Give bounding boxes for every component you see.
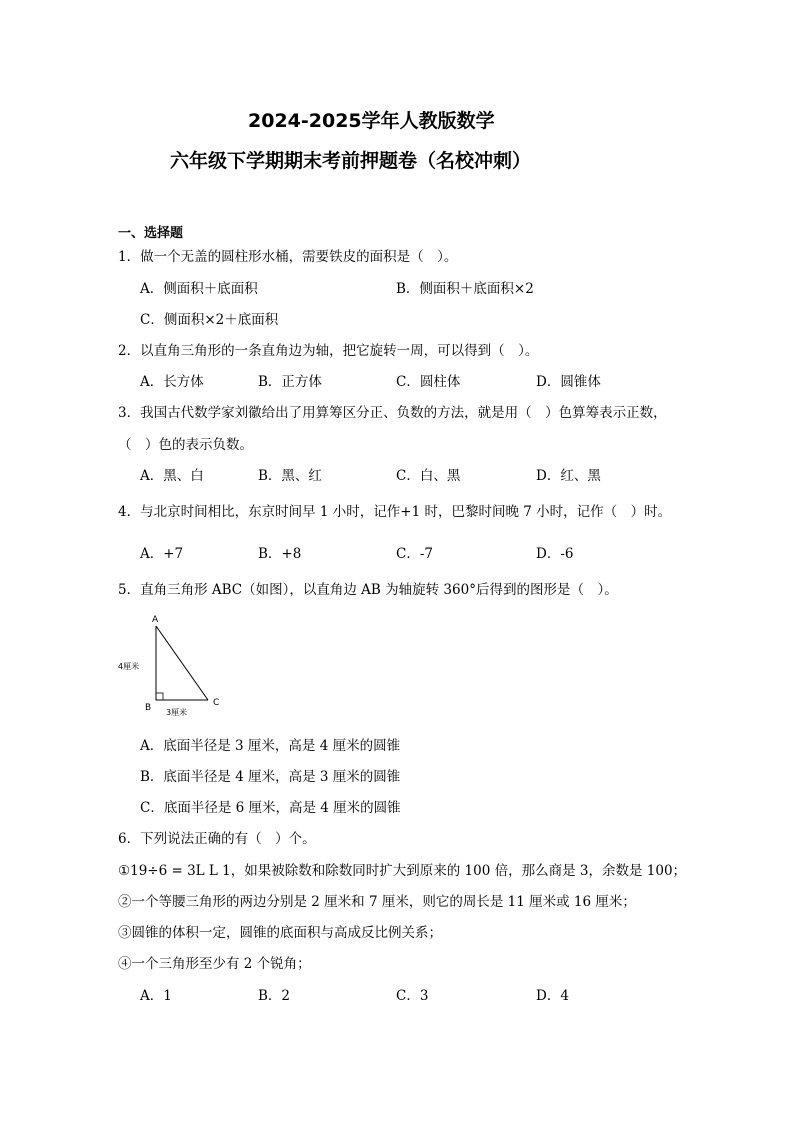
- q2-option-c: C．圆柱体: [396, 374, 461, 390]
- q2-option-a: A．长方体: [140, 374, 204, 390]
- q6-option-c: C．3: [396, 988, 429, 1004]
- title-line-2: 六年级下学期期末考前押题卷（名校冲刺）: [170, 150, 532, 172]
- q6-option-a: A．1: [140, 988, 172, 1004]
- vertex-a-label: A: [152, 615, 159, 625]
- q1-option-c: C．侧面积×2＋底面积: [140, 312, 279, 328]
- q2-option-b: B．正方体: [258, 374, 322, 390]
- q3-option-d: D．红、黑: [536, 468, 601, 484]
- vertex-b-label: B: [145, 703, 152, 713]
- q4-option-c: C．-7: [396, 546, 433, 562]
- q6-statement-3: ③圆锥的体积一定，圆锥的底面积与高成反比例关系；: [118, 925, 442, 941]
- question-2-stem: 2．以直角三角形的一条直角边为轴，把它旋转一周，可以得到（ ）。: [118, 343, 539, 359]
- q2-option-d: D．圆锥体: [536, 374, 601, 390]
- question-4-stem: 4．与北京时间相比，东京时间早 1 小时，记作+1 时，巴黎时间晚 7 小时，记作（ ）时。: [118, 504, 672, 520]
- side-ab-length-label: 4厘米: [118, 662, 140, 671]
- q5-option-b: B．底面半径是 4 厘米，高是 3 厘米的圆锥: [140, 769, 401, 785]
- q6-statement-2: ②一个等腰三角形的两边分别是 2 厘米和 7 厘米，则它的周长是 11 厘米或 16 厘米；: [118, 894, 636, 910]
- question-5-stem: 5．直角三角形 ABC（如图），以直角边 AB 为轴旋转 360°后得到的图形是（ ）。: [118, 582, 618, 598]
- q1-option-b: B．侧面积＋底面积×2: [396, 281, 534, 297]
- q3-option-c: C．白、黑: [396, 468, 461, 484]
- question-1-stem: 1．做一个无盖的圆柱形水桶，需要铁皮的面积是（ ）。: [118, 249, 458, 265]
- q6-statement-4: ④一个三角形至少有 2 个锐角；: [118, 956, 311, 972]
- right-angle-mark: [156, 693, 163, 700]
- title-line-1: 2024-2025学年人教版数学: [248, 110, 495, 132]
- q6-option-b: B．2: [258, 988, 291, 1004]
- right-triangle-figure: [118, 612, 228, 724]
- q4-option-b: B．+8: [258, 546, 302, 562]
- q4-option-d: D．-6: [536, 546, 574, 562]
- q5-option-a: A．底面半径是 3 厘米，高是 4 厘米的圆锥: [140, 738, 401, 754]
- question-6-stem: 6．下列说法正确的有（ ）个。: [118, 831, 316, 847]
- question-3-stem-line-1: 3．我国古代数学家刘徽给出了用算筹区分正、负数的方法，就是用（ ）色算筹表示正数，: [118, 405, 667, 421]
- side-ac: [156, 626, 208, 700]
- q6-option-d: D．4: [536, 988, 569, 1004]
- q5-option-c: C．底面半径是 6 厘米，高是 4 厘米的圆锥: [140, 800, 401, 816]
- question-3-stem-line-2: （ ）色的表示负数。: [118, 437, 253, 453]
- q1-option-a: A．侧面积＋底面积: [140, 281, 258, 297]
- q3-option-a: A．黑、白: [140, 468, 204, 484]
- q4-option-a: A．+7: [140, 546, 184, 562]
- vertex-c-label: C: [213, 698, 220, 708]
- q3-option-b: B．黑、红: [258, 468, 322, 484]
- section-heading: 一、选择题: [118, 226, 184, 241]
- side-bc-length-label: 3厘米: [166, 708, 188, 717]
- q6-statement-1: ①19÷6 = 3L L 1，如果被除数和除数同时扩大到原来的 100 倍，那么商是 3，余数是 100；: [118, 863, 687, 879]
